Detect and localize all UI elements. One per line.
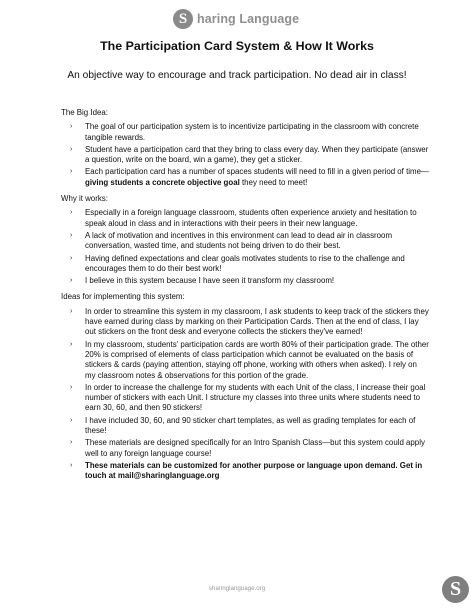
bullet-arrow-icon: ›	[70, 123, 73, 131]
footer-website: sharinglanguage.org	[208, 585, 266, 592]
list-item	[61, 231, 429, 252]
logo-mark: S	[173, 9, 193, 29]
list-item	[61, 340, 429, 381]
bullet-arrow-icon: ›	[70, 416, 73, 424]
list-item-text: A lack of motivation and incentives in this environment can lead to dead air in classroom conversation, wasted time, and students not being driven to do their best.	[85, 230, 393, 251]
section-heading: Ideas for implementing this system:	[61, 292, 185, 302]
list-item	[61, 254, 429, 275]
list-item-text: I have included 30, 60, and 90 sticker chart templates, as well as grading templates for each of these!	[85, 415, 416, 436]
page-title: The Participation Card System & How It Works	[100, 39, 374, 53]
bullet-arrow-icon: ›	[70, 168, 73, 176]
list-item	[61, 167, 429, 188]
section-heading: The Big Idea:	[61, 108, 108, 117]
list-item	[61, 461, 429, 482]
bullet-arrow-icon: ›	[70, 461, 73, 469]
corner-logo: S	[442, 576, 469, 603]
list-item-emphasis: These materials can be customized for another purpose or language upon demand. Get in touch at mail@sharinglanguage.org	[85, 460, 423, 481]
list-item	[61, 276, 429, 286]
list-item-text: The goal of our participation system is to incentivize participating in the classroom with concrete tangible rewards.	[85, 122, 419, 142]
list-item-text: These materials are designed specifically for an Intro Spanish Class—but this system could apply well to any foreign language course!	[85, 438, 425, 458]
bullet-arrow-icon: ›	[70, 439, 73, 447]
list-item-text: In my classroom, students' participation cards are worth 80% of their participation grade. The other 20% is comprised of elements of class participation which cannot be evaluated on the basis of stickers & cards (paying attention, staying off phone, working with others when asked). I rely on my classroom notes & observations for this portion of the grade.	[85, 339, 429, 380]
logo-text: haring Language	[197, 12, 300, 26]
list-item	[61, 208, 429, 229]
bullet-arrow-icon: ›	[70, 383, 73, 391]
list-item	[61, 145, 429, 166]
bullet-arrow-icon: ›	[70, 231, 73, 239]
list-item-text: Especially in a foreign language classroom, students often experience anxiety and hesitation to speak aloud in class and in interactions with their peers in their new language.	[85, 208, 417, 228]
list-item-emphasis: giving students a concrete objective goal	[85, 177, 240, 187]
list-item	[61, 438, 429, 459]
list-item	[61, 307, 429, 338]
list-item	[61, 383, 429, 414]
bullet-list	[61, 208, 429, 286]
list-item-text: Having defined expectations and clear goals motivates students to rise to the challenge and encourages them to do their best work!	[85, 253, 405, 273]
bullet-arrow-icon: ›	[70, 254, 73, 262]
page-subtitle: An objective way to encourage and track participation. No dead air in class!	[67, 70, 407, 81]
bullet-arrow-icon: ›	[70, 277, 73, 285]
list-item-text: In order to increase the challenge for my students with each Unit of the class, I increase their goal number of stickers with each Unit. I structure my classes into three units where students need to earn 30, 60, and then 90 stickers!	[85, 382, 426, 413]
list-item-text: In order to streamline this system in my classroom, I ask students to keep track of the stickers they have earned during class by marking on their Participation Cards. Then at the end of class, I lay out stickers on the front desk and everyone collects the stickers they've earned!	[85, 306, 429, 337]
list-item-text-end: they need to meet!	[239, 177, 308, 187]
document-body	[61, 108, 429, 488]
list-item	[61, 416, 429, 437]
list-item	[61, 122, 429, 143]
bullet-arrow-icon: ›	[70, 340, 73, 348]
brand-logo	[173, 8, 299, 30]
bullet-arrow-icon: ›	[70, 209, 73, 217]
bullet-arrow-icon: ›	[70, 145, 73, 153]
list-item-text: I believe in this system because I have seen it transform my classroom!	[85, 276, 335, 286]
bullet-list	[61, 307, 429, 482]
bullet-arrow-icon: ›	[70, 307, 73, 315]
section-heading: Why it works:	[61, 194, 108, 204]
bullet-list	[61, 122, 429, 188]
list-item-text: Each participation card has a number of spaces students will need to fill in a given period of time—	[85, 167, 429, 177]
list-item-text: Student have a participation card that they bring to class every day. When they participate (answer a question, write on the board, win a game), they get a sticker.	[85, 144, 429, 165]
